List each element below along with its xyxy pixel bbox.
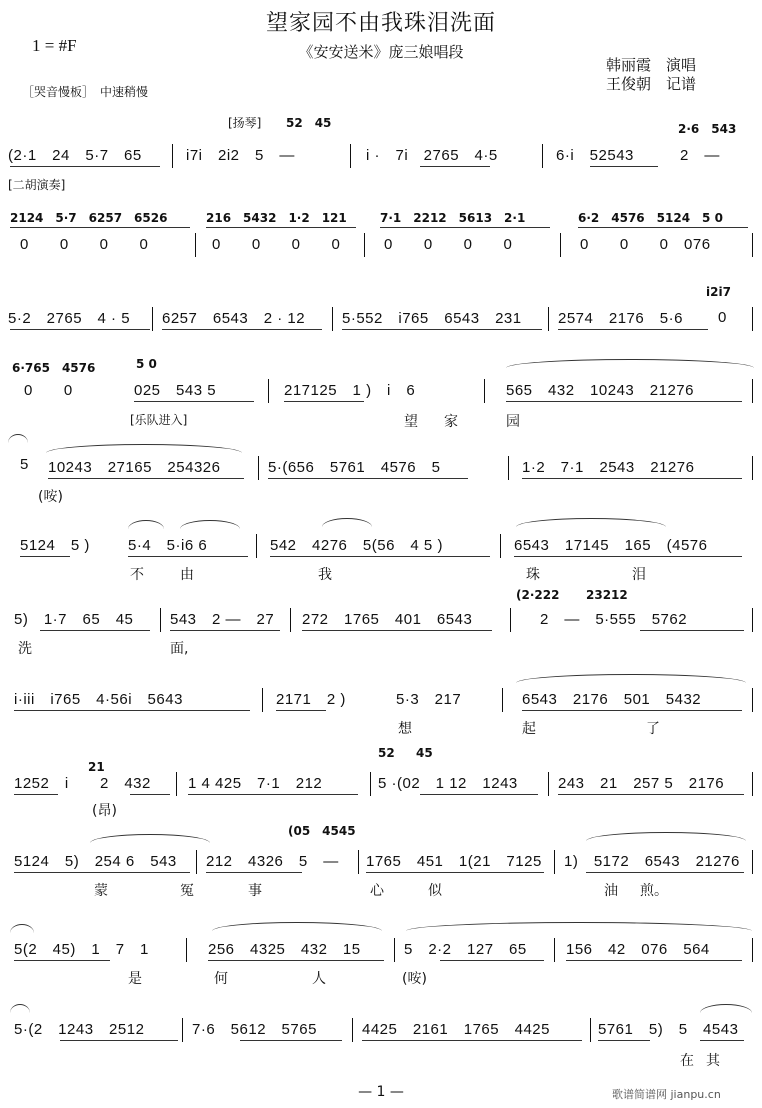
bar-line	[752, 233, 753, 257]
upper-notes: i2i7	[706, 285, 731, 299]
note-group: 2171 2 )	[276, 691, 346, 708]
bar-line	[172, 144, 173, 168]
underline	[578, 227, 748, 228]
note-group: 256 4325 432 15	[208, 941, 361, 958]
bar-line	[182, 1018, 183, 1042]
note-group: 0 0 0 076	[580, 236, 711, 253]
bar-line	[268, 379, 269, 403]
score-row-3	[0, 285, 762, 340]
note-group: 565 432 10243 21276	[506, 382, 694, 399]
bar-line	[186, 938, 187, 962]
bar-line	[394, 938, 395, 962]
score-row-1	[0, 108, 762, 198]
lyric: 蒙	[94, 883, 108, 899]
note-group: 0	[718, 309, 727, 326]
note-group: 0 0 0 0	[20, 236, 149, 253]
upper-notes: 216 5432 1·2 121	[206, 211, 347, 225]
underline	[268, 478, 468, 479]
underline	[206, 872, 302, 873]
upper-notes: 6·765 4576	[12, 361, 96, 375]
bar-line	[256, 534, 257, 558]
lyric: 煎。	[640, 883, 668, 899]
slur	[516, 518, 666, 527]
upper-notes: 45	[416, 746, 433, 760]
underline	[640, 630, 744, 631]
bar-line	[510, 608, 511, 632]
score-row-8	[0, 670, 762, 742]
note-group: 5761 5) 5 4543	[598, 1021, 739, 1038]
page-number: — 1 —	[358, 1084, 404, 1100]
annotation-orchestra: [乐队进入]	[130, 413, 188, 427]
note-group: 0 0 0 0	[384, 236, 513, 253]
bar-line	[752, 850, 753, 874]
note-group: 1252 i	[14, 775, 69, 792]
underline	[240, 1040, 342, 1041]
bar-line	[752, 938, 753, 962]
upper-notes: 52	[378, 746, 395, 760]
lyric: 人	[312, 971, 326, 987]
bar-line	[352, 1018, 353, 1042]
slur	[586, 832, 746, 841]
upper-notes: (2·222	[516, 588, 560, 602]
slur	[128, 520, 164, 529]
note-group: 5(2 45) 1 7 1	[14, 941, 149, 958]
note-group: 5·552 i765 6543 231	[342, 310, 522, 327]
slur	[406, 922, 752, 931]
note-group: 1) 5172 6543 21276	[564, 853, 740, 870]
underline	[128, 556, 248, 557]
score-row-4	[0, 355, 762, 435]
score-row-2	[0, 205, 762, 265]
underline	[598, 1040, 650, 1041]
score-row-11	[0, 906, 762, 990]
underline	[362, 1040, 582, 1041]
slur	[8, 434, 28, 443]
bar-line	[752, 379, 753, 403]
underline	[14, 710, 250, 711]
lyric: 面,	[170, 641, 189, 657]
bar-line	[500, 534, 501, 558]
slur	[180, 520, 240, 529]
note-group: 2 432	[100, 775, 151, 792]
underline	[40, 630, 150, 631]
lyric: 想	[398, 721, 412, 737]
underline	[130, 794, 170, 795]
lyric: 园	[506, 414, 520, 430]
upper-notes: 2124 5·7 6257 6526	[10, 211, 168, 225]
note-group: 0 0	[24, 382, 73, 399]
bar-line	[548, 772, 549, 796]
underline	[10, 329, 150, 330]
upper-notes: 23212	[586, 588, 628, 602]
note-group: i · 7i 2765 4·5	[366, 147, 498, 164]
bar-line	[752, 608, 753, 632]
note-group: 5124 5) 254 6 543	[14, 853, 177, 870]
lyric: 由	[180, 567, 194, 583]
underline	[284, 401, 364, 402]
underline	[10, 166, 160, 167]
performer-credit: 韩丽霞 演唱	[606, 56, 697, 74]
bar-line	[752, 772, 753, 796]
bar-line	[196, 850, 197, 874]
underline	[514, 556, 742, 557]
lyric: 我	[318, 567, 332, 583]
lyric: 望	[404, 414, 418, 430]
note-group: 0 0 0 0	[212, 236, 341, 253]
underline	[14, 794, 58, 795]
note-group: 212 4326 5 —	[206, 853, 339, 870]
underline	[188, 794, 358, 795]
lyric: (咹)	[38, 489, 63, 505]
underline	[208, 960, 384, 961]
slur	[90, 834, 210, 843]
underline	[522, 710, 742, 711]
note-group: 272 1765 401 6543	[302, 611, 473, 628]
bar-line	[332, 307, 333, 331]
bar-line	[752, 688, 753, 712]
bar-line	[554, 938, 555, 962]
underline	[276, 710, 326, 711]
slur	[516, 674, 746, 683]
underline	[342, 329, 542, 330]
bar-line	[752, 307, 753, 331]
underline	[170, 630, 280, 631]
score-row-6	[0, 512, 762, 588]
bar-line	[350, 144, 351, 168]
underline	[380, 227, 550, 228]
bar-line	[258, 456, 259, 480]
slur	[46, 444, 242, 453]
bar-line	[176, 772, 177, 796]
bar-line	[560, 233, 561, 257]
note-group: 243 21 257 5 2176	[558, 775, 725, 792]
lyric: 泪	[632, 567, 646, 583]
lyric: 油	[604, 883, 618, 899]
note-group: 025 543 5	[134, 382, 217, 399]
site-watermark: 歌谱简谱网 jianpu.cn	[612, 1088, 721, 1101]
lyric: (昂)	[92, 803, 117, 819]
note-group: i·iii i765 4·56i 5643	[14, 691, 183, 708]
underline	[522, 478, 742, 479]
bar-line	[195, 233, 196, 257]
lyric: 在	[680, 1053, 694, 1069]
note-group: 156 42 076 564	[566, 941, 710, 958]
underline	[506, 401, 742, 402]
upper-notes: (05 4545	[288, 824, 356, 838]
note-group: 543 2 — 27	[170, 611, 275, 628]
underline	[590, 166, 658, 167]
bar-line	[548, 307, 549, 331]
note-group: 5·3 217	[396, 691, 462, 708]
bar-line	[370, 772, 371, 796]
score-row-9	[0, 742, 762, 822]
underline	[14, 872, 190, 873]
slur	[506, 359, 754, 368]
underline	[162, 329, 322, 330]
annotation-erhu: [二胡演奏]	[8, 178, 66, 192]
annotation-yangqin: [扬琴]	[228, 116, 262, 130]
underline	[60, 1040, 178, 1041]
note-group: 6·i 52543	[556, 147, 634, 164]
underline	[10, 227, 190, 228]
note-group: 5·(2 1243 2512	[14, 1021, 145, 1038]
slur	[10, 1004, 30, 1013]
note-group: 5) 1·7 65 45	[14, 611, 134, 628]
lyric: 起	[522, 721, 536, 737]
underline	[14, 960, 110, 961]
lyric: 心	[370, 883, 384, 899]
underline	[20, 556, 70, 557]
bar-line	[364, 233, 365, 257]
lyric: 洗	[18, 641, 32, 657]
bar-line	[590, 1018, 591, 1042]
score-row-12	[0, 990, 762, 1076]
note-group: 1 4 425 7·1 212	[188, 775, 323, 792]
tempo-marking: ［哭音慢板］ 中速稍慢	[22, 85, 149, 99]
slur	[10, 924, 34, 933]
lyric: 了	[646, 721, 660, 737]
lyric: 事	[248, 883, 262, 899]
note-group: 1·2 7·1 2543 21276	[522, 459, 695, 476]
slur	[700, 1004, 752, 1013]
note-group: 542 4276 5(56 4 5 )	[270, 537, 443, 554]
bar-line	[752, 456, 753, 480]
bar-line	[484, 379, 485, 403]
note-group: 1765 451 1(21 7125	[366, 853, 542, 870]
lyric: 家	[444, 414, 458, 430]
underline	[566, 960, 742, 961]
lyric: (咹)	[402, 971, 427, 987]
lyric: 何	[214, 971, 228, 987]
score-row-7	[0, 586, 762, 664]
upper-notes: 52 45	[286, 116, 332, 130]
note-group: i7i 2i2 5 —	[186, 147, 295, 164]
bar-line	[262, 688, 263, 712]
underline	[134, 401, 254, 402]
bar-line	[152, 307, 153, 331]
note-group: 10243 27165 254326	[48, 459, 221, 476]
lyric: 其	[706, 1053, 720, 1069]
underline	[270, 556, 490, 557]
lyric: 似	[428, 883, 442, 899]
underline	[302, 630, 492, 631]
bar-line	[160, 608, 161, 632]
upper-notes: 2·6 543	[678, 122, 737, 136]
underline	[440, 960, 544, 961]
underline	[558, 329, 708, 330]
lyric: 珠	[526, 567, 540, 583]
note-group: 5·4 5·i6 6	[128, 537, 208, 554]
lyric: 是	[128, 971, 142, 987]
note-group: 4425 2161 1765 4425	[362, 1021, 550, 1038]
song-title: 望家园不由我珠泪洗面	[265, 11, 496, 36]
score-row-5	[0, 430, 762, 510]
underline	[48, 478, 244, 479]
bar-line	[502, 688, 503, 712]
note-group: 2 —	[680, 147, 720, 164]
upper-notes: 6·2 4576 5124 5 0	[578, 211, 723, 225]
slur	[212, 922, 382, 931]
note-group: 5·(656 5761 4576 5	[268, 459, 441, 476]
underline	[558, 794, 744, 795]
note-group: 5·2 2765 4 · 5	[8, 310, 131, 327]
underline	[366, 872, 544, 873]
underline	[420, 166, 490, 167]
score-row-10	[0, 822, 762, 902]
underline	[420, 794, 538, 795]
lyric: 不	[130, 567, 144, 583]
bar-line	[542, 144, 543, 168]
key-signature: 1 = #F	[32, 36, 77, 55]
note-group: 5	[20, 456, 29, 473]
note-group: 6543 17145 165 (4576	[514, 537, 708, 554]
underline	[206, 227, 356, 228]
note-group: 6543 2176 501 5432	[522, 691, 702, 708]
slur	[322, 518, 372, 527]
note-group: 6257 6543 2 · 12	[162, 310, 306, 327]
note-group: 5 2·2 127 65	[404, 941, 527, 958]
song-subtitle: 《安安送米》庞三娘唱段	[298, 43, 464, 61]
upper-notes: 5 0	[136, 357, 157, 371]
underline	[586, 872, 744, 873]
upper-notes: 21	[88, 760, 105, 774]
upper-notes: 7·1 2212 5613 2·1	[380, 211, 526, 225]
bar-line	[508, 456, 509, 480]
bar-line	[358, 850, 359, 874]
note-group: 217125 1 ) i 6	[284, 382, 416, 399]
note-group: 5 ·(02 1 12 1243	[378, 775, 518, 792]
note-group: (2·1 24 5·7 65	[8, 147, 142, 164]
bar-line	[554, 850, 555, 874]
transcriber-credit: 王俊朝 记谱	[606, 75, 697, 93]
lyric: 冤	[180, 883, 194, 899]
note-group: 7·6 5612 5765	[192, 1021, 317, 1038]
underline	[700, 1040, 744, 1041]
note-group: 2574 2176 5·6	[558, 310, 683, 327]
note-group: 5124 5 )	[20, 537, 90, 554]
note-group: 2 — 5·555 5762	[540, 611, 688, 628]
bar-line	[290, 608, 291, 632]
